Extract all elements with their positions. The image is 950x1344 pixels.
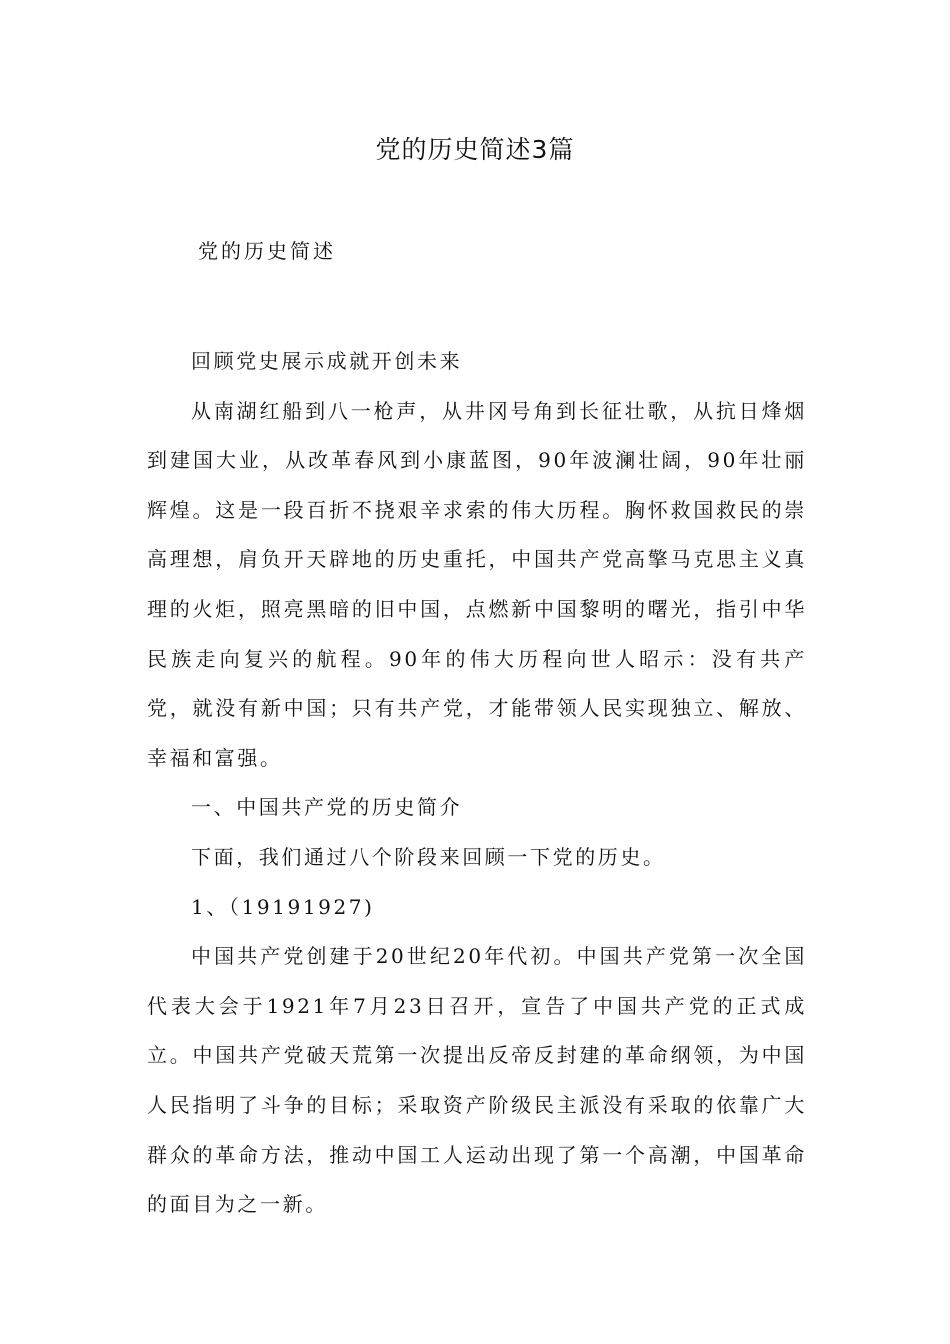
document-body — [147, 337, 807, 1230]
paragraph-stage-one: 中国共产党创建于20世纪20年代初。中国共产党第一次全国代表大会于1921年7月23日召开，宣告了中国共产党的正式成立。中国共产党破天荒第一次提出反帝反封建的革命纲领，为中国人民指明了斗争的目标；采取资产阶级民主派没有采取的依靠广大群众的革命方法，推动中国工人运动出现了第一个高潮，中国革命的面目为之一新。 — [147, 944, 807, 1217]
document-subtitle: 党的历史简述 — [198, 239, 336, 263]
document-title: 党的历史简述3篇 — [375, 135, 575, 164]
stage-heading: 1、（19191927) — [191, 894, 375, 919]
paragraph-overview: 下面，我们通过八个阶段来回顾一下党的历史。 — [191, 844, 666, 869]
paragraph-intro: 从南湖红船到八一枪声，从井冈号角到长征壮歌，从抗日烽烟到建国大业，从改革春风到小康蓝图，90年波澜壮阔，90年壮丽辉煌。这是一段百折不挠艰辛求索的伟大历程。胸怀救国救民的崇高理想，肩负开天辟地的历史重托，中国共产党高擎马克思主义真理的火炬，照亮黑暗的旧中国，点燃新中国黎明的曙光，指引中华民族走向复兴的航程。90年的伟大历程向世人昭示：没有共产党，就没有新中国；只有共产党，才能带领人民实现独立、解放、幸福和富强。 — [147, 398, 807, 770]
section-heading: 一、中国共产党的历史简介 — [191, 795, 463, 820]
paragraph-heading-review: 回顾党史展示成就开创未来 — [191, 349, 463, 373]
